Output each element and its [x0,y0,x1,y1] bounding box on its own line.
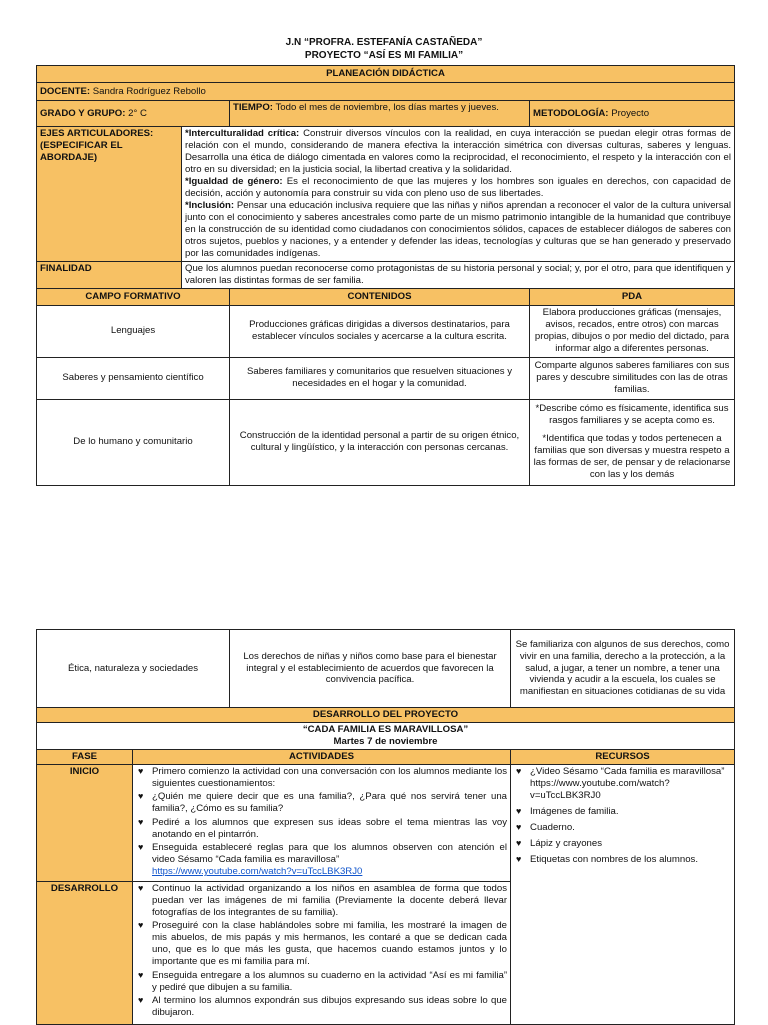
campo-etica: Ética, naturaleza y sociedades [37,630,230,708]
recursos-list [511,764,735,1024]
metodologia-value: Proyecto [611,107,650,119]
list-item: ♥ Proseguiré con la clase hablándoles sobre mi familia, les mostraré la imagen de mis abuelos, de mis papás y mis hermanos, les contaré a que se dedican cada uno, que es lo que más les gusta, que hacemos cuando estamos juntos y lo importante que es mi familia para mí. [138,920,508,968]
contenido-etica: Los derechos de niñas y niños como base para el bienestar integral y el establecimiento de acuerdos que favorecen la convivencia pacífica. [230,630,511,708]
list-item: ♥ Pediré a los alumnos que expresen sus ideas sobre el tema mientras las voy anotando en el pintarrón. [138,816,508,840]
heart-bullet-icon: ♥ [516,805,522,816]
pda-lenguajes: Elabora producciones gráficas (mensajes, avisos, recados, entre otros) con marcas propias, dibujos o por medio del dictado, para informar algo a diferentes personas. [530,305,735,357]
ejes-content [182,127,735,262]
pda-humano [530,399,735,485]
list-item: ♥ Cuaderno. [516,821,575,833]
desarrollo-title: DESARROLLO DEL PROYECTO [37,708,735,723]
heart-bullet-icon: ♥ [138,765,144,776]
campo-saberes: Saberes y pensamiento científico [37,357,230,399]
fase-inicio: INICIO [37,764,133,881]
table-row [37,764,735,881]
list-item: ♥ Etiquetas con nombres de los alumnos. [516,853,698,865]
actividades-inicio [133,764,511,881]
contenido-lenguajes: Producciones gráficas dirigidas a diversos destinatarios, para establecer vínculos sociales y acercarse a la cultura escrita. [230,305,530,357]
list-item: ♥ Primero comienzo la actividad con una conversación con los alumnos mediante los siguientes cuestionamientos: [138,765,508,789]
planeacion-table [36,65,735,486]
fase-desarrollo: DESARROLLO [37,881,133,1024]
document-header [0,0,768,62]
header-recursos: RECURSOS [511,749,735,764]
heart-bullet-icon: ♥ [138,995,144,1006]
tiempo-value: Todo el mes de noviembre, los días martes y jueves. [275,102,499,113]
eje-inclusion: *Inclusión: Pensar una educación inclusiva requiere que las niñas y niños aprendan a reconocer el valor de la cultura universal junto con el conocimiento y saberes ancestrales como parte de un mismo patrimonio intangible de la humanidad que contribuye en la construcción de su identidad como ciudadanos con conocimientos sólidos, capaces de establecer diálogos de saberes con otros sujetos, pueblos y naciones, y a entender y defender las ideas, tecnologías y culturas que se han generado y preservado por las comunidades indígenas. [185,199,731,259]
list-item: ♥ Al termino los alumnos expondrán sus dibujos expresando sus ideas sobre lo que dibujaron. [138,995,508,1019]
contenido-saberes: Saberes familiares y comunitarios que resuelven situaciones y necesidades en el hogar y la comunidad. [230,357,530,399]
list-item: ♥ Lápiz y crayones [516,837,603,849]
heart-bullet-icon: ♥ [516,821,522,832]
grado-label: GRADO Y GRUPO: [40,107,126,119]
heart-bullet-icon: ♥ [138,791,144,802]
grado-value: 2° C [128,107,147,119]
heart-bullet-icon: ♥ [138,842,144,853]
eje-interculturalidad: *Interculturalidad crítica: Construir diversos vínculos con la realidad, en cuya interacción se puedan elegir otras formas de relación con el mundo, considerando de manera efectiva la interacción simétrica con diversas culturas, saberes y lenguas. Desarrolla una ética de diálogo cimentada en valores como la reciprocidad, el reconocimiento, el respeto y la interacción con el otro en su diversidad; en la justicia social, la libertad creativa y la solidaridad. [185,128,731,175]
list-item: ♥ Enseguida entregare a los alumnos su cuaderno en la actividad “Así es mi familia” y pediré que dibujen a su familia. [138,969,508,993]
planeacion-title: PLANEACIÓN DIDÁCTICA [37,66,735,83]
heart-bullet-icon: ♥ [138,816,144,827]
ejes-label: EJES ARTICULADORES: (ESPECIFICAR EL ABORDAJE) [37,127,182,262]
pda-etica: Se familiariza con algunos de sus derechos, como vivir en una familia, derecho a la protección, a la salud, a jugar, a tener un nombre, a tener una vivienda y acudir a la escuela, los cuales se manifiestan en situaciones cotidianas de su vida [511,630,735,708]
table-row [37,399,735,485]
contenido-humano: Construcción de la identidad personal a partir de su origen étnico, cultural y lingüístico, y la interacción con personas cercanas. [230,399,530,485]
header-actividades: ACTIVIDADES [133,749,511,764]
table-row [37,305,735,357]
heart-bullet-icon: ♥ [516,853,522,864]
header-pda: PDA [530,288,735,305]
desarrollo-table [36,629,735,1025]
finalidad-label: FINALIDAD [37,261,182,288]
header-contenidos: CONTENIDOS [230,288,530,305]
docente-value: Sandra Rodríguez Rebollo [92,85,206,97]
docente-row [37,83,735,101]
pda-humano-2: *Identifica que todas y todos pertenecen a familias que son diversas y muestra respeto a las formas de ser, de pensar y de relacionarse con las y los demás [533,433,731,481]
video-link[interactable]: https://www.youtube.com/watch?v=uTccLBK3RJ0 [152,866,363,878]
tiempo-cell [230,101,530,127]
heart-bullet-icon: ♥ [516,837,522,848]
table-row [37,357,735,399]
activity-title: “CADA FAMILIA ES MARAVILLOSA” [302,724,469,735]
list-item: ♥ Enseguida estableceré reglas para que los alumnos observen con atención el video Sésamo “Cada familia es maravillosa” https://www.youtube.com/watch?v=uTccLBK3RJ0 [138,842,508,878]
list-item: ♥ Continuo la actividad organizando a los niños en asamblea de forma que todos puedan ver las imágenes de mi familia (Previamente la docente deberá llevar fotografías de los integrantes de su familia). [138,882,508,918]
table-row [37,630,735,708]
pda-humano-1: *Describe cómo es físicamente, identifica sus rasgos familiares y se acepta como es. [535,403,729,427]
heart-bullet-icon: ♥ [138,969,144,980]
metodologia-cell [530,101,735,127]
heart-bullet-icon: ♥ [138,882,144,893]
docente-label: DOCENTE: [40,85,91,97]
project-name: PROYECTO “ASÍ ES MI FAMILIA” [304,50,464,61]
activity-date: Martes 7 de noviembre [333,735,438,747]
campo-humano: De lo humano y comunitario [37,399,230,485]
header-campo-formativo: CAMPO FORMATIVO [37,288,230,305]
list-item: ♥ ¿Video Sésamo “Cada familia es maravillosa” https://www.youtube.com/watch?v=uTccLBK3RJ0 [516,765,725,801]
actividades-desarrollo [133,881,511,1024]
tiempo-label: TIEMPO: [233,102,273,113]
grado-cell [37,101,230,127]
metodologia-label: METODOLOGÍA: [533,107,609,119]
heart-bullet-icon: ♥ [516,765,522,776]
activity-heading [37,723,735,750]
school-name: J.N “PROFRA. ESTEFANÍA CASTAÑEDA” [285,37,483,48]
list-item: ♥ Imágenes de familia. [516,805,619,817]
list-item: ♥ ¿Quién me quiere decir que es una familia?, ¿Para qué nos servirá tener una familia?, ¿Cómo es su familia? [138,791,508,815]
header-fase: FASE [37,749,133,764]
campo-lenguajes: Lenguajes [37,305,230,357]
finalidad-value: Que los alumnos puedan reconocerse como protagonistas de su historia personal y social; y, por el otro, para que identifiquen y valoren las distintas formas de ser familia. [182,261,735,288]
pda-saberes: Comparte algunos saberes familiares con sus pares y descubre similitudes con las de otras familias. [530,357,735,399]
heart-bullet-icon: ♥ [138,920,144,931]
eje-igualdad-genero: *Igualdad de género: Es el reconocimiento de que las mujeres y los hombres son iguales en derechos, con capacidad de decisión, acción y autonomía para construir su vida con pleno uso de sus libertades. [185,175,732,199]
